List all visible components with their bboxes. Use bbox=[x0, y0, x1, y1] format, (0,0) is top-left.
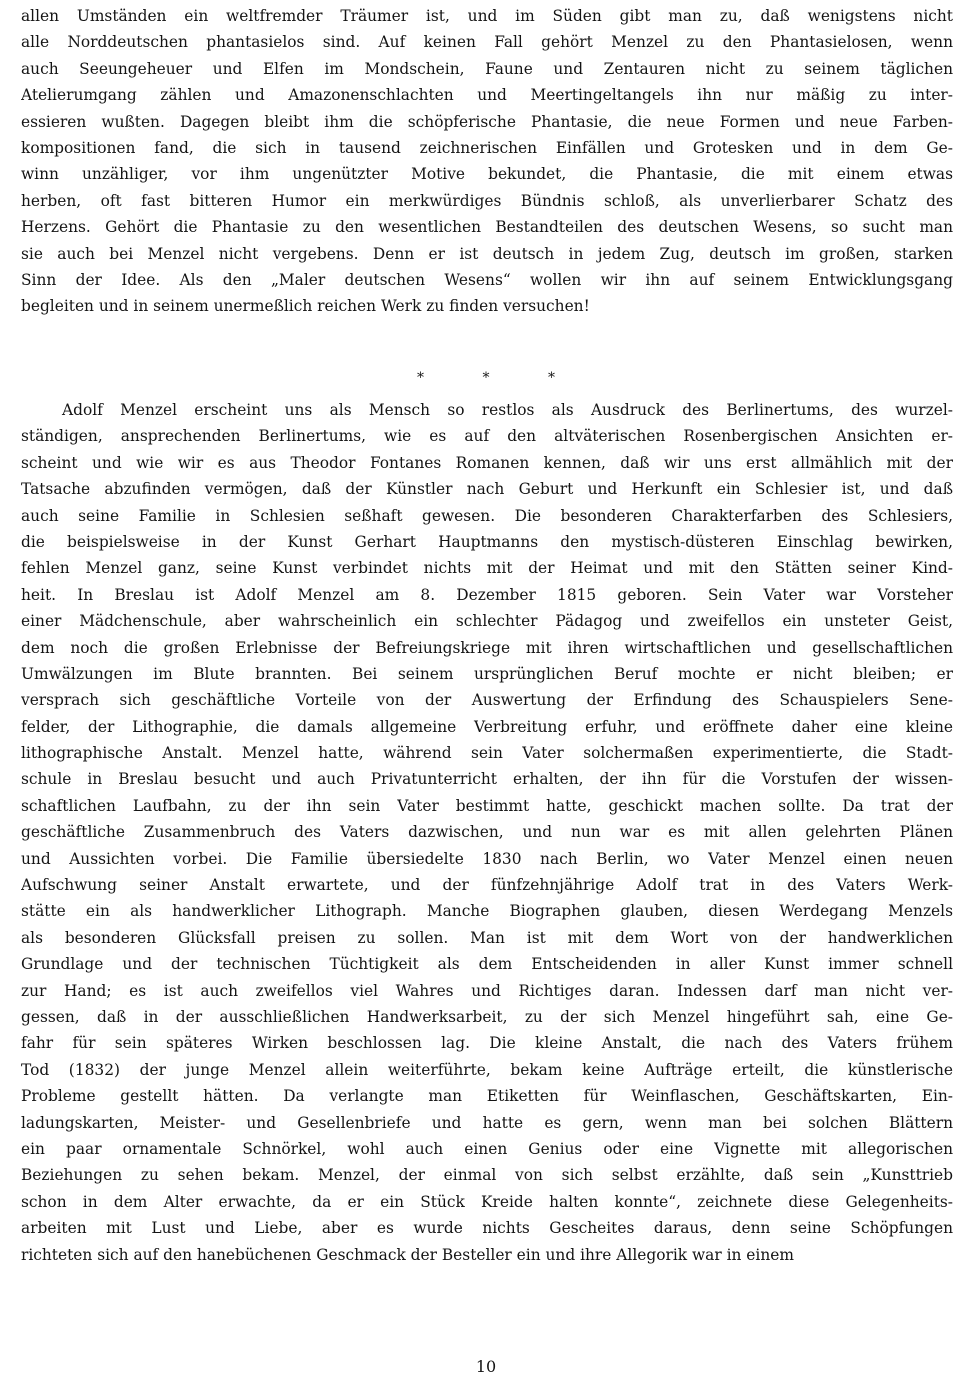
text-line: versprach sich geschäftliche Vorteile von der Auswertung der Erfindung des Schauspielers Sene- bbox=[21, 691, 953, 710]
text-line: gessen, daß in der ausschließlichen Handwerksarbeit, zu der sich Menzel hingeführt sah, eine Ge- bbox=[21, 1007, 953, 1026]
text-line: einer Mädchenschule, aber wahrscheinlich ein schlechter Pädagog und zweifellos ein unsteter Geist, bbox=[21, 612, 953, 631]
text-line: alle Norddeutschen phantasielos sind. Auf keinen Fall gehört Menzel zu den Phantasielosen, wenn bbox=[21, 33, 953, 52]
text-line: ladungskarten, Meister- und Gesellenbriefe und hatte es gern, wenn man bei solchen Blättern bbox=[21, 1113, 953, 1132]
text-line: lithographische Anstalt. Menzel hatte, während sein Vater solchermaßen experimentierte, die Stadt- bbox=[21, 744, 953, 763]
text-line: ständigen, ansprechenden Berlinertums, wie es auf den altväterischen Rosenbergischen Ansichten er- bbox=[21, 427, 953, 446]
text-line: schon in dem Alter erwachte, da er ein Stück Kreide halten konnte“, zeichnete diese Gelegenheits- bbox=[21, 1192, 953, 1211]
text-line: Tatsache abzufinden vermögen, daß der Künstler nach Geburt und Herkunft ein Schlesier ist, und daß bbox=[21, 480, 953, 499]
page-number: 10 bbox=[475, 1357, 497, 1376]
text-line: Sinn der Idee. Als den „Maler deutschen Wesens“ wollen wir ihn auf seinem Entwicklungsgang bbox=[21, 270, 953, 289]
text-line: stätte ein als handwerklicher Lithograph. Manche Biographen glauben, diesen Werdegang Menzels bbox=[21, 902, 953, 921]
text-line: kompositionen fand, die sich in tausend zeichnerischen Einfällen und Grotesken und in dem Ge- bbox=[21, 138, 953, 157]
text-line: arbeiten mit Lust und Liebe, aber es wurde nichts Gescheites daraus, denn seine Schöpfungen bbox=[21, 1219, 953, 1238]
text-line: geschäftliche Zusammenbruch des Vaters dazwischen, und nun war es mit allen gelehrten Plänen bbox=[21, 823, 953, 842]
text-line: richteten sich auf den hanebüchenen Geschmack der Besteller ein und ihre Allegorik war in einem bbox=[21, 1245, 794, 1264]
text-line: auch Seeungeheuer und Elfen im Mondschein, Faune und Zentauren nicht zu seinem täglichen bbox=[21, 59, 953, 78]
text-line: felder, der Lithographie, die damals allgemeine Verbreitung erfuhr, und eröffnete daher eine kleine bbox=[21, 717, 953, 736]
text-line: ein paar ornamentale Schnörkel, wohl auch einen Genius oder eine Vignette mit allegorischen bbox=[21, 1139, 953, 1158]
text-line: dem noch die großen Erlebnisse der Befreiungskriege mit ihren wirtschaftlichen und gesellschaftlichen bbox=[21, 638, 953, 657]
section-separator: * * * bbox=[417, 370, 555, 386]
text-line: zur Hand; es ist auch zweifellos viel Wahres und Richtiges daran. Indessen darf man nicht ver- bbox=[21, 981, 953, 1000]
text-line: allen Umständen ein weltfremder Träumer ist, und im Süden gibt man zu, daß wenigstens nicht bbox=[21, 7, 953, 25]
text-line: Adolf Menzel erscheint uns als Mensch so restlos als Ausdruck des Berlinertums, des wurzel- bbox=[62, 401, 953, 419]
text-line: Aufschwung seiner Anstalt erwartete, und der fünfzehnjährige Adolf trat in des Vaters Werk- bbox=[21, 876, 953, 895]
paragraph-1 bbox=[21, 3, 953, 320]
text-line: Beziehungen zu sehen bekam. Menzel, der einmal von sich selbst erzählte, daß sein „Kunsttrieb bbox=[21, 1166, 953, 1185]
text-line: scheint und wie wir es aus Theodor Fontanes Romanen kennen, daß wir uns erst allmählich mit der bbox=[21, 453, 953, 472]
text-line: schaftlichen Laufbahn, zu der ihn sein Vater bestimmt hatte, geschickt machen sollte. Da trat der bbox=[21, 796, 953, 815]
text-line: Umwälzungen im Blute brannten. Bei seinem ursprünglichen Beruf mochte er nicht bleiben; er bbox=[21, 664, 953, 683]
text-line: die beispielsweise in der Kunst Gerhart Hauptmanns den mystisch-düsteren Einschlag bewirken, bbox=[21, 532, 953, 551]
text-line: auch seine Familie in Schlesien seßhaft gewesen. Die besonderen Charakterfarben des Schlesiers, bbox=[21, 506, 953, 525]
text-line: herben, oft fast bitteren Humor ein merkwürdiges Bündnis schloß, als unverlierbarer Schatz des bbox=[21, 191, 953, 210]
text-line: Herzens. Gehört die Phantasie zu den wesentlichen Bestandteilen des deutschen Wesens, so sucht man bbox=[21, 218, 953, 237]
text-line: fehlen Menzel ganz, seine Kunst verbindet nichts mit der Heimat und mit den Stätten seiner Kind- bbox=[21, 559, 953, 578]
text-line: als besonderen Glücksfall preisen zu sollen. Man ist mit dem Wort von der handwerklichen bbox=[21, 928, 953, 947]
text-line: heit. In Breslau ist Adolf Menzel am 8. Dezember 1815 geboren. Sein Vater war Vorsteher bbox=[21, 585, 953, 604]
text-line: schule in Breslau besucht und auch Privatunterricht erhalten, der ihn für die Vorstufen der wissen- bbox=[21, 770, 953, 789]
text-line: begleiten und in seinem unermeßlich reichen Werk zu finden versuchen! bbox=[21, 297, 590, 316]
text-line: und Aussichten vorbei. Die Familie übersiedelte 1830 nach Berlin, wo Vater Menzel einen neuen bbox=[21, 849, 953, 868]
text-line: Probleme gestellt hätten. Da verlangte man Etiketten für Weinflaschen, Geschäftskarten, Ein- bbox=[21, 1087, 953, 1106]
text-line: Tod (1832) der junge Menzel allein weiterführte, bekam keine Aufträge erteilt, die künstlerische bbox=[21, 1060, 953, 1079]
text-line: sie auch bei Menzel nicht vergebens. Denn er ist deutsch in jedem Zug, deutsch im großen, starken bbox=[21, 244, 953, 263]
text-line: winn unzähliger, vor ihm ungenützter Motive bekundet, die Phantasie, die mit einem etwas bbox=[21, 165, 953, 184]
paragraph-2 bbox=[21, 397, 953, 1268]
text-line: fahr für sein späteres Wirken beschlossen lag. Die kleine Anstalt, die nach des Vaters frühem bbox=[21, 1034, 953, 1053]
text-line: Atelierumgang zählen und Amazonenschlachten und Meertingeltangels ihn nur mäßig zu inter- bbox=[21, 86, 953, 105]
text-line: Grundlage und der technischen Tüchtigkeit als dem Entscheidenden in aller Kunst immer schnell bbox=[21, 955, 953, 974]
text-line: essieren wußten. Dagegen bleibt ihm die schöpferische Phantasie, die neue Formen und neue Farben- bbox=[21, 112, 953, 131]
